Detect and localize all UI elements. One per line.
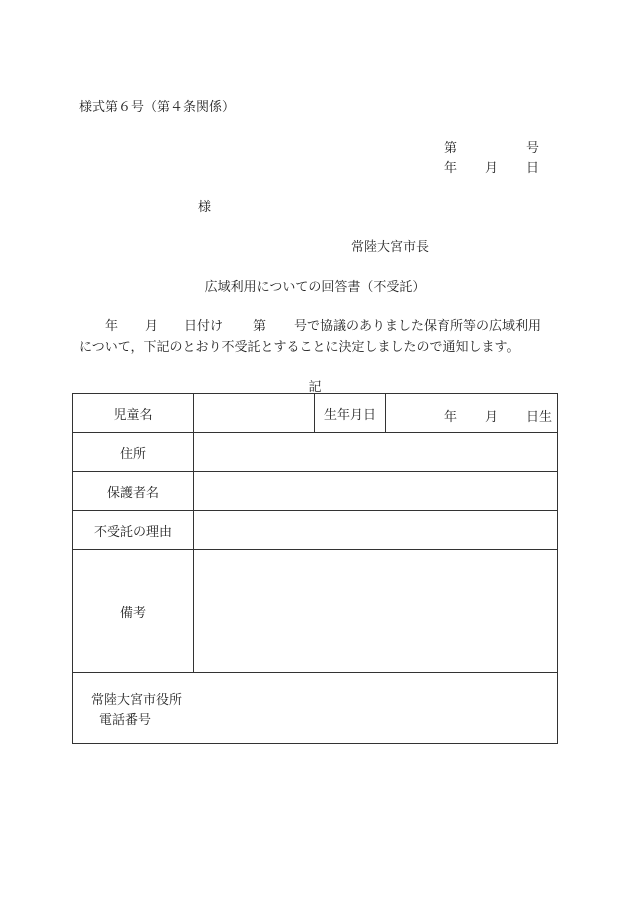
table-row-guardian <box>73 472 558 511</box>
table-row-contact <box>73 673 558 744</box>
table-row-address <box>73 433 558 472</box>
remarks-field[interactable] <box>194 550 558 673</box>
doc-no-prefix: 第 <box>444 141 458 156</box>
birth-day: 日生 <box>526 410 553 425</box>
table-row-remarks <box>73 550 558 673</box>
sender: 常陸大宮市長 <box>351 240 430 255</box>
contact-cell <box>73 673 558 744</box>
birth-month: 月 <box>485 410 499 425</box>
address-field[interactable] <box>194 433 558 472</box>
table-row-child <box>73 394 558 433</box>
ki-heading: 記 <box>308 380 322 395</box>
body-text <box>79 316 559 358</box>
reason-label: 不受託の理由 <box>73 511 194 550</box>
date-month: 月 <box>485 161 499 176</box>
guardian-label: 保護者名 <box>73 472 194 511</box>
body-year: 年 <box>105 319 119 334</box>
birth-field[interactable] <box>386 394 558 433</box>
body-no-prefix: 第 <box>253 319 267 334</box>
remarks-label: 備考 <box>73 550 194 673</box>
phone-label: 電話番号 <box>99 713 152 728</box>
guardian-field[interactable] <box>194 472 558 511</box>
body-line-1 <box>79 316 559 337</box>
child-name-field[interactable] <box>194 394 315 433</box>
info-table <box>72 393 558 744</box>
birth-label: 生年月日 <box>315 394 386 433</box>
table-row-reason <box>73 511 558 550</box>
date-year: 年 <box>444 161 458 176</box>
body-month: 月 <box>145 319 159 334</box>
reason-field[interactable] <box>194 511 558 550</box>
form-number: 様式第６号（第４条関係） <box>79 100 236 115</box>
doc-no-suffix: 号 <box>526 141 540 156</box>
body-date-suffix: 日付け <box>184 319 224 334</box>
addressee: 様 <box>198 200 212 215</box>
date-day: 日 <box>526 161 540 176</box>
body-no-rest: 号で協議のありました保育所等の広域利用 <box>294 319 542 334</box>
child-name-label: 児童名 <box>73 394 194 433</box>
document-title: 広域利用についての回答書（不受託） <box>204 280 426 295</box>
office-name: 常陸大宮市役所 <box>91 693 183 708</box>
body-line-2: について，下記のとおり不受託とすることに決定しましたので通知します。 <box>79 340 520 355</box>
birth-year: 年 <box>444 410 458 425</box>
address-label: 住所 <box>73 433 194 472</box>
